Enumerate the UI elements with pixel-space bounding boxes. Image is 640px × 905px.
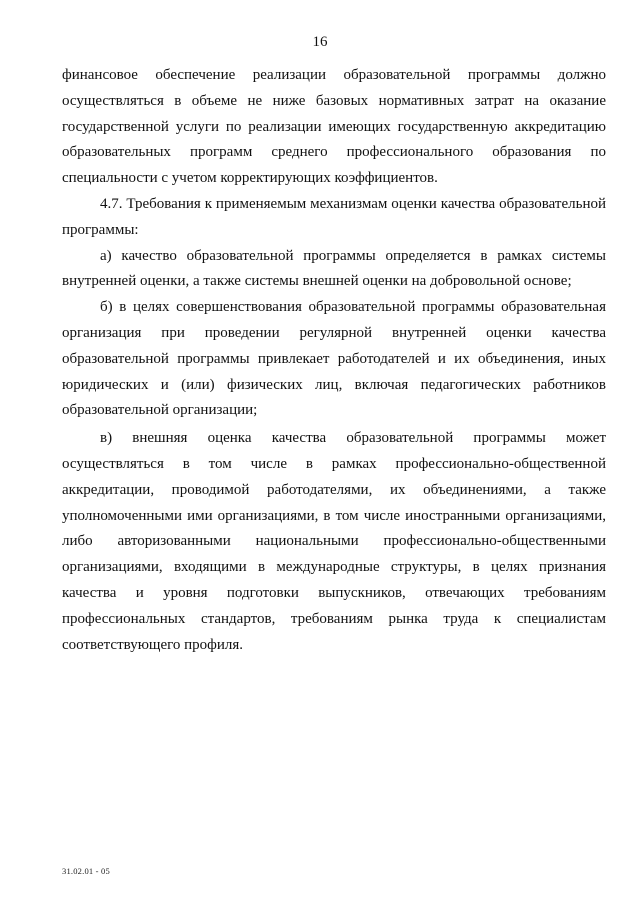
document-body: [62, 63, 606, 658]
paragraph-4-7-heading: 4.7. Требования к применяемым механизмам оценки качества образовательной программы:: [62, 195, 606, 238]
paragraph-continuation: финансовое обеспечение реализации образовательной программы должно осуществляться в объеме не ниже базовых нормативных затрат на оказание государственной услуги по реализации имеющих государственную аккредитацию образовательных программ среднего профессионального образования по специальности с учетом корректирующих коэффициентов.: [62, 67, 606, 187]
paragraph-item-v: в) внешняя оценка качества образовательной программы может осуществляться в том числе в рамках профессионально-общественной аккредитации, проводимой работодателями, их объединениями, а также уполномоченными ими организациями, в том числе иностранными организациями, либо авторизованными национальными профессионально-общественными организациями, входящими в международные структуры, в целях признания качества и уровня подготовки выпускников, отвечающих требованиям профессиональных стандартов, требованиям рынка труда к специалистам соответствующего профиля.: [62, 430, 606, 653]
paragraph-item-a: а) качество образовательной программы определяется в рамках системы внутренней оценки, а также системы внешней оценки на добровольной основе;: [62, 247, 606, 290]
footer-code: 31.02.01 - 05: [62, 866, 110, 876]
paragraph-item-b: б) в целях совершенствования образовательной программы образовательная организация при проведении регулярной внутренней оценки качества образовательной программы привлекает работодателей и их объединения, иных юридических и (или) физических лиц, включая педагогических работников образовательной организации;: [62, 299, 606, 419]
page-number: 16: [312, 34, 328, 50]
